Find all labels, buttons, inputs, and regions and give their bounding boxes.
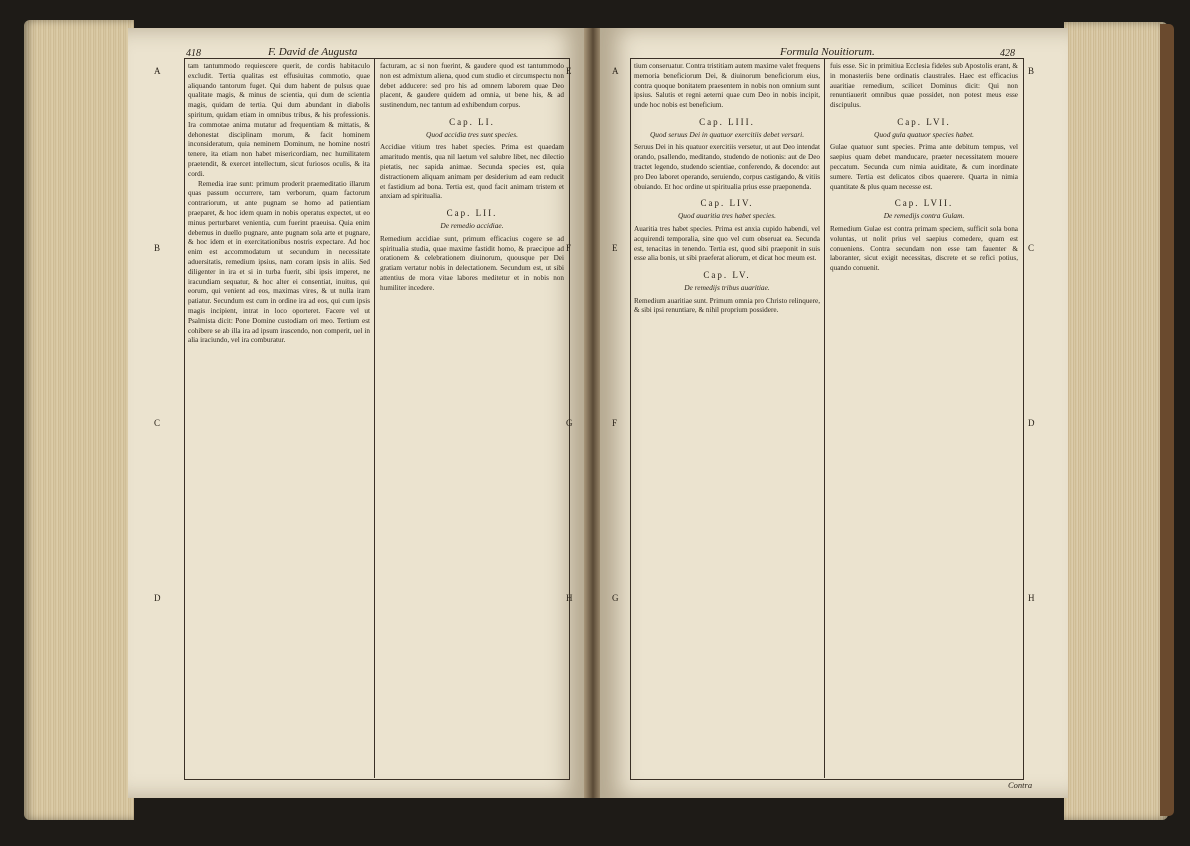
paragraph: tium conseruatur. Contra tristitiam autem maxime valet frequens memoria beneficiorum Dei, & diuinorum beneficiorum eius, contra quoque bonitatem praesentem in nobis non omnium sunt ipsius. Salutis et regni aeterni quae cum Deo in nobis incipit, unde hoc nobis est beneficium. (634, 62, 820, 110)
margin-letter: G (566, 418, 573, 428)
paragraph: Remedium accidiae sunt, primum efficacius cogere se ad spiritualia studia, quae maxime fastidit homo, & praecipue ad orationem & celebrationem diuinorum, quousque per Dei gratiam vertatur nobis in delectationem. Secundum est, ut sibi attentius de mora vitae labores meditetur et in nobis non humiliter incedere. (380, 234, 564, 292)
chapter-heading: Cap. LIII. (699, 116, 755, 127)
paragraph: Remedia irae sunt: primum proderit praemeditatio illarum quas passum occurrere, tam verborum, quam factorum contrariorum, ut ante pugnam se homo ad patientiam praeparet, & hoc idem quam in nobis operatus expectet, ut eo minus perturbaret venientia, cum fuerint praeuisa. Quia enim debemus in duello pugnare, ante pugnam sola arte et pugnare, & hoc idem et in exercitationibus nostris expectare. Ad hoc enim est accommodatum ut secundum in necessitate aduersitatis, remedium ipsius, nam coram ipsis in aliis. Sed diligenter in ira et si in turba fuerit, sibi ipsis imperet, ne iracundiam sequatur, & hoc alter ei consentiat, inuitus, qui eorum, qui venient ad eos, maximas vires, & ut nulla iram patiatur. Secundum est cum in ordine ira ad eos, qui cum ipsis magis incipient, intrat in loco oporteret. Facere vel ut Psalmista dicit: Pone Domine custodiam ori meo. Tertium est cohibere se ab illa ira ad ipsum irascendo, non comperit, uel in alia iraciundo, vel ira comburatur. (188, 179, 370, 345)
left-column-1 (188, 62, 370, 774)
chapter-subtitle: De remedijs contra Gulam. (883, 211, 965, 221)
paragraph: fuis esse. Sic in primitiua Ecclesia fideles sub Apostolis erant, & in monasteriis bene ordinatis claustrales. Haec est efficacius auaritiae remedium, scilicet Dominus dicit: Qui non renuntiauerit omnibus quae possidet, non potest meus esse discipulus. (830, 62, 1018, 110)
paragraph: Accidiae vitium tres habet species. Prima est quaedam amaritudo mentis, qua nil laetum vel salubre libet, nec dilectio pietatis, nec sapida animae. Secunda species est, quia distractionem aliquam animam per desiderium ad eam reducit et fastidium ad bona. Tertia est, quod facit animam tristem et anxiam ad spiritualia. (380, 143, 564, 201)
chapter-heading: Cap. LIV. (700, 198, 754, 209)
chapter-subtitle: Quod accidia tres sunt species. (426, 129, 518, 139)
left-page-edges (24, 20, 134, 820)
chapter-heading: Cap. LVI. (897, 116, 951, 127)
right-column-1 (634, 62, 820, 774)
catchword: Contra (1008, 780, 1033, 790)
paragraph: Remedium auaritiae sunt. Primum omnia pro Christo relinquere, & sibi ipsi renuntiare, & nihil proprium possidere. (634, 296, 820, 315)
chapter-heading: Cap. LII. (446, 208, 498, 219)
margin-letter: E (612, 243, 618, 253)
paragraph: facturam, ac si non fuerint, & gaudere quod est tantummodo non est admixtum aliena, quod cum studio et circumspectu non debet adducere: sed pro his ad omnem laborem quae Deo placent, & gaudere quidem ad omnia, ut bene his, & ad sustinendum, nec tantum ad exhibendum corpus. (380, 62, 564, 110)
running-head: Formula Nouitiorum. (780, 46, 875, 58)
margin-letter: A (612, 66, 619, 76)
chapter-subtitle: De remedijs tribus auaritiae. (684, 283, 770, 293)
right-column-rule (824, 58, 825, 778)
page-number: 418 (186, 48, 201, 59)
chapter-subtitle: De remedio accidiae. (440, 221, 504, 231)
right-column-2 (830, 62, 1018, 774)
margin-letter: H (566, 593, 573, 603)
margin-letter: C (154, 418, 161, 428)
left-column-rule (374, 58, 375, 778)
book-cover-edge (1160, 24, 1174, 816)
chapter-heading: Cap. LI. (449, 116, 495, 127)
chapter-heading: Cap. LVII. (894, 198, 954, 209)
margin-letter: A (154, 66, 161, 76)
paragraph: Auaritia tres habet species. Prima est anxia cupido habendi, vel acquirendi temporalia, sine quo vel cum obseruat ea. Secunda est, tenacitas in tenendo. Tertia est, quod sibi praeponit in suis esse alia bonis, ut sibi praeferat aliorum, et dicat hoc meum est. (634, 224, 820, 263)
chapter-subtitle: Quod seruus Dei in quatuor exercitiis debet versari. (649, 129, 805, 139)
margin-letter: F (612, 418, 618, 428)
margin-letter: C (1028, 243, 1035, 253)
margin-letter: B (1028, 66, 1035, 76)
margin-letter: G (612, 593, 619, 603)
margin-letter: H (1028, 593, 1035, 603)
paragraph: Remedium Gulae est contra primam speciem, sufficit sola bona voluntas, ut nolit prius vel saepius comedere, quam est conueniens. Contra secundam non esse tam fauenter & laboranter, sicut exigit necessitas, discrete et se refici potius, quando conuenit. (830, 224, 1018, 273)
page-number: 428 (1000, 48, 1015, 59)
paragraph: Gulae quatuor sunt species. Prima ante debitum tempus, vel saepius quam debet manducare, praeter necessitatem mouere peccatum. Secunda cum nimia auiditate, & cum inordinate sumere. Tertia est delicatos cibos quaerere. Quarta in nimia quantitate & plus quam necesse est. (830, 143, 1018, 191)
right-page (600, 28, 1068, 798)
right-page-edges (1064, 22, 1168, 820)
chapter-subtitle: Quod auaritia tres habet species. (677, 211, 777, 221)
running-head: F. David de Augusta (268, 46, 358, 58)
margin-letter: E (566, 66, 572, 76)
left-column-2 (380, 62, 564, 774)
chapter-heading: Cap. LV. (703, 270, 751, 281)
margin-letter: D (1028, 418, 1035, 428)
paragraph: Seruus Dei in his quatuor exercitiis versetur, ut aut Deo intendat orando, psallendo, meditando, studendo de notionis: aut de Deo tractet legendo, studendo scientiae, conferendo, & docendo: aut pro Deo laboret operando, seruiendo, corpus castigando, & vitiis obuiando. Et hoc ordine ut spiritualia prius esse praeponenda. (634, 143, 820, 191)
margin-letter: B (154, 243, 161, 253)
left-page (128, 28, 586, 798)
margin-letter: F (566, 243, 572, 253)
paragraph: tam tantummodo requiescere querit, de cordis habitaculo excludit. Tertia qualitas est effusiuitas commotio, quae aliquando tantorum fuget. Qui dum habent de pulsus quae qualitate magis, & minus de scientia, qui dum de scientia magis, quidam de tertia. Qui dum abundant in diabolis spiritum, quidam etiam in omnibus tribus, & his professionis. Ira commotae anima mutatur ad frequentiam & mittatis, & dehonestat disciplinam morum, & facit hominem inconsideratum, quia neminem Dominum, ne homine nostri tenere, ita etiam non habet misericordiam, nec humilitatem praetendit, & exercet intellectum, sicut furiosos oculis, & ita cordi. (188, 62, 370, 178)
chapter-subtitle: Quod gula quatuor species habet. (874, 129, 974, 139)
margin-letter: D (154, 593, 161, 603)
